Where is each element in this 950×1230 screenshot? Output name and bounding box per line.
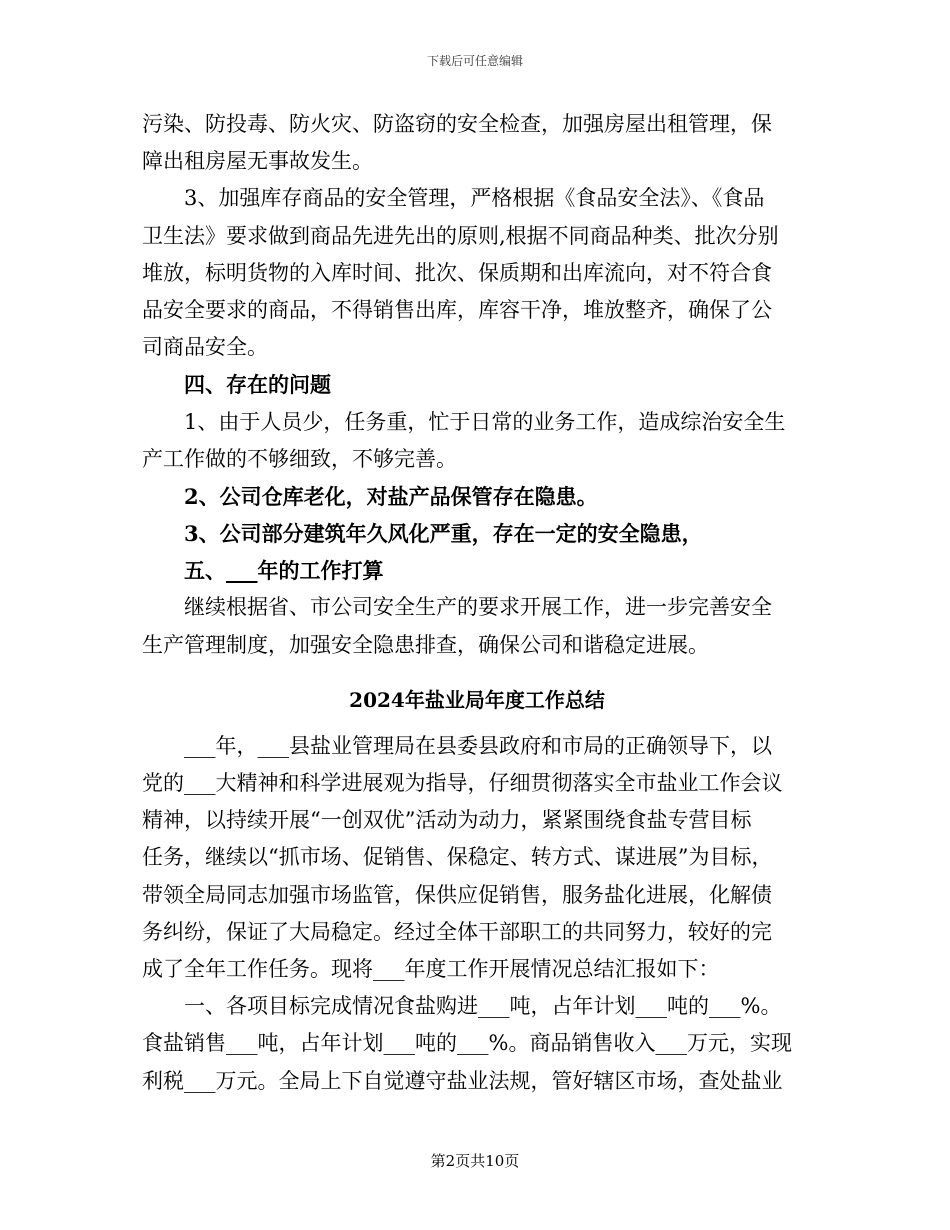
page-number: 第2页共10页 xyxy=(430,1152,520,1170)
page-content xyxy=(142,106,812,1100)
paragraph-line: 任务，继续以“抓市场、促销售、保稳定、转方式、谋进展”为目标， xyxy=(142,845,773,870)
paragraph-line: 污染、防投毒、防火灾、防盗窃的安全检查，加强房屋出租管理，保 xyxy=(142,112,772,136)
bold-item: 2、公司仓库老化，对盐产品保管存在隐患。 xyxy=(184,483,598,509)
paragraph-line: 食盐销售___吨，占年计划___吨的___%。商品销售收入___万元，实现 xyxy=(142,1031,792,1056)
paragraph-line: 卫生法》要求做到商品先进先出的原则,根据不同商品种类、批次分别 xyxy=(142,223,779,248)
paragraph-line: 3、加强库存商品的安全管理，严格根据《食品安全法》、《食品 xyxy=(184,186,765,211)
bold-item: 3、公司部分建筑年久风化严重，存在一定的安全隐患， xyxy=(184,521,703,547)
paragraph-line: 成了全年工作任务。现将___年度工作开展情况总结汇报如下： xyxy=(142,956,720,981)
paragraph-line: 党的___大精神和科学进展观为指导，仔细贯彻落实全市盐业工作会议 xyxy=(142,771,783,795)
header-note: 下载后可任意编辑 xyxy=(426,54,523,68)
paragraph-line: 一、各项目标完成情况食盐购进___吨，占年计划___吨的___%。 xyxy=(184,994,782,1019)
paragraph-line: 司商品安全。 xyxy=(142,335,268,360)
paragraph-line: 品安全要求的商品，不得销售出库，库容干净，堆放整齐，确保了公 xyxy=(142,297,772,322)
paragraph-line: 精神，以持续开展“一创双优”活动为动力，紧紧围绕食盐专营目标 xyxy=(142,808,752,833)
section-heading: 五、___年的工作打算 xyxy=(184,558,384,584)
paragraph-line: 生产管理制度，加强安全隐患排查，确保公司和谐稳定进展。 xyxy=(142,632,709,657)
paragraph-line: 障出租房屋无事故发生。 xyxy=(142,149,373,174)
article-title: 2024年盐业局年度工作总结 xyxy=(349,687,605,712)
paragraph-line: 1、由于人员少，任务重，忙于日常的业务工作，造成综治安全生 xyxy=(184,409,786,434)
paragraph-line: 继续根据省、市公司安全生产的要求开展工作，进一步完善安全 xyxy=(184,595,772,620)
paragraph-line: 利税___万元。全局上下自觉遵守盐业法规，管好辖区市场，查处盐业 xyxy=(142,1068,783,1093)
paragraph-line: 务纠纷，保证了大局稳定。经过全体干部职工的共同努力，较好的完 xyxy=(142,919,772,944)
paragraph-line: ___年，___县盐业管理局在县委县政府和市局的正确领导下，以 xyxy=(184,733,772,758)
section-heading: 四、存在的问题 xyxy=(184,372,331,398)
paragraph-line: 产工作做的不够细致，不够完善。 xyxy=(142,446,457,471)
paragraph-line: 堆放，标明货物的入库时间、批次、保质期和出库流向，对不符合食 xyxy=(142,260,772,285)
paragraph-line: 带领全局同志加强市场监管，保供应促销售，服务盐化进展，化解债 xyxy=(142,882,772,907)
